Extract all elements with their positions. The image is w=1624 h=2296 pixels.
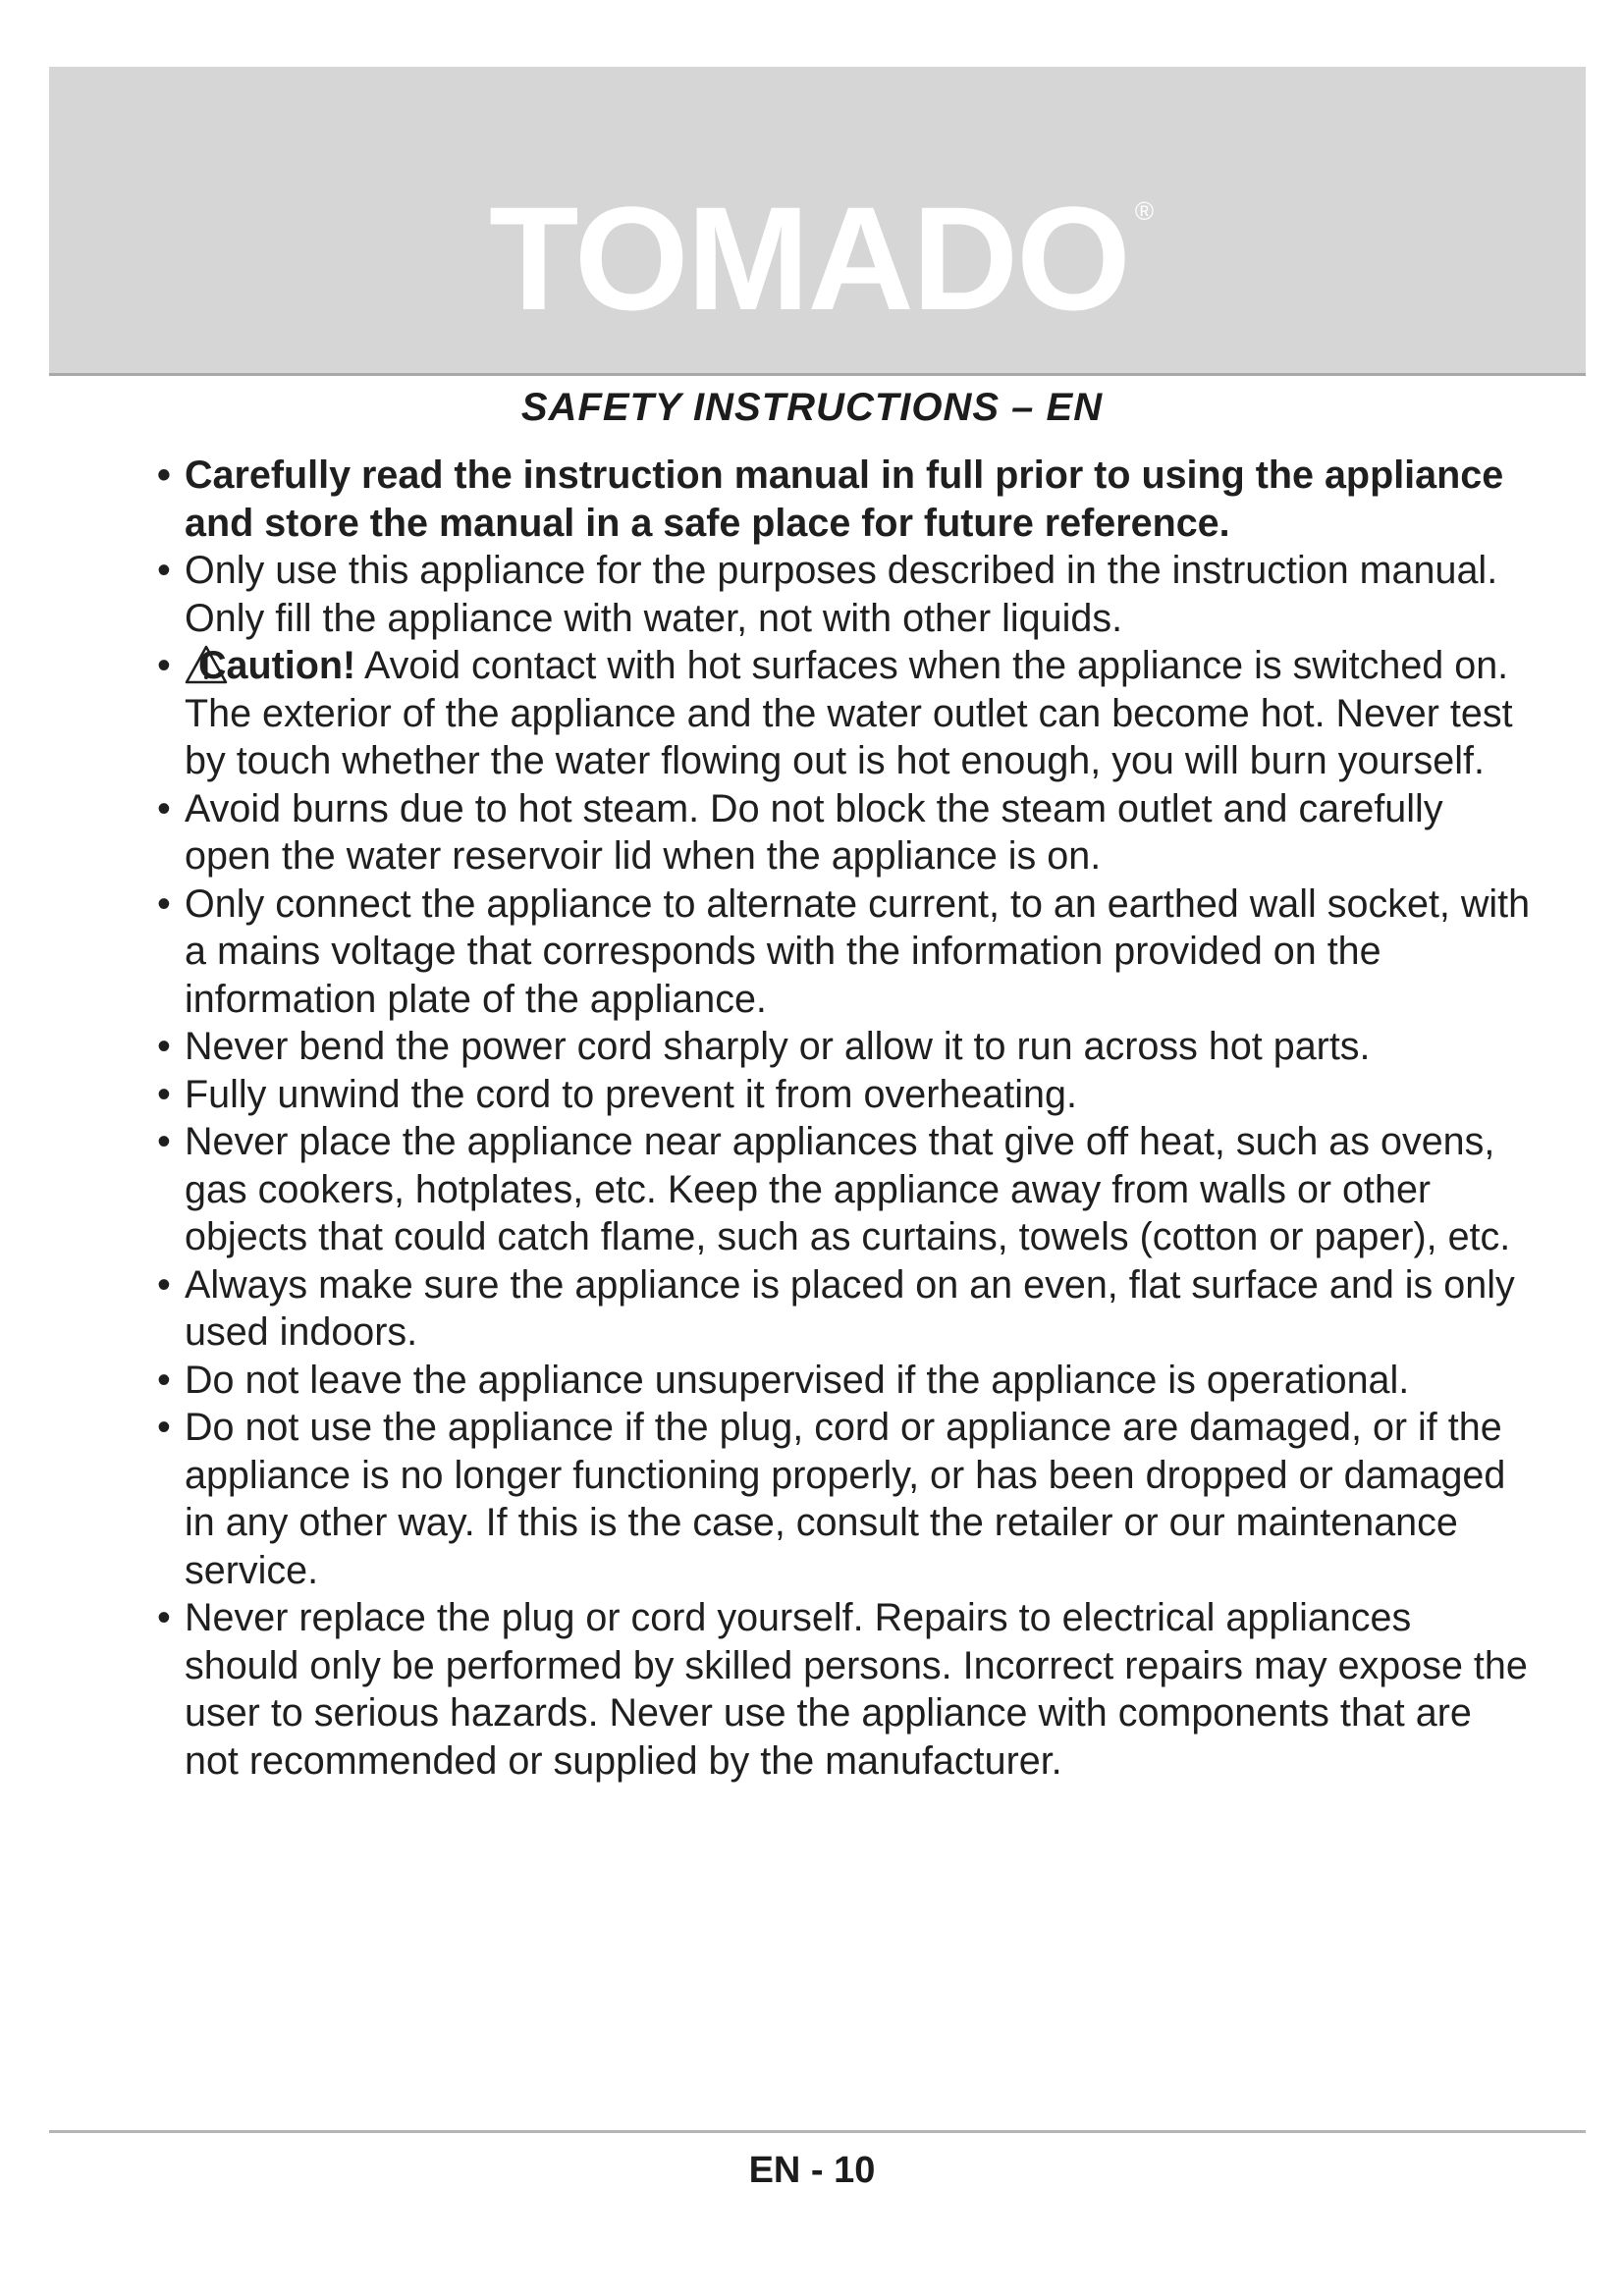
bullet: •: [157, 1025, 171, 1068]
caution-label: Caution!: [198, 644, 356, 687]
item-text: Do not leave the appliance unsupervised if the appliance is operational.: [185, 1358, 1410, 1402]
list-item: [157, 547, 1532, 642]
item-text: Never bend the power cord sharply or allow it to run across hot parts.: [185, 1025, 1371, 1068]
brand-name: TOMADO: [488, 176, 1129, 341]
item-text: Avoid contact with hot surfaces when the appliance is switched on. The exterior of the appliance and the water outlet can become hot. Never test by touch whether the water flowing out is hot enough, you will burn yourself.: [185, 644, 1513, 782]
list-item: [157, 1118, 1532, 1261]
footer-divider: [49, 2130, 1586, 2133]
item-text: Always make sure the appliance is placed on an even, flat surface and is only used indoors.: [185, 1262, 1515, 1354]
bullet: •: [157, 881, 171, 926]
item-text: Never replace the plug or cord yourself. Repairs to electrical appliances should only be performed by skilled persons. Incorrect repairs may expose the user to serious hazards. Never use the appliance with components that are not recommended or supplied by the manufacturer.: [185, 1596, 1528, 1783]
list-item: [157, 881, 1532, 1024]
bullet: •: [157, 454, 171, 497]
list-item: [157, 1357, 1532, 1405]
item-text: Avoid burns due to hot steam. Do not block the steam outlet and carefully open the water reservoir lid when the appliance is on.: [185, 786, 1443, 878]
list-item: [157, 1404, 1532, 1594]
bullet: •: [157, 549, 171, 592]
item-text: Carefully read the instruction manual in full prior to using the appliance and store the manual in a safe place for future reference.: [185, 454, 1504, 545]
bullet: •: [157, 1596, 171, 1639]
bullet: •: [157, 786, 171, 830]
item-text: Fully unwind the cord to prevent it from overheating.: [185, 1072, 1077, 1116]
list-item: [157, 1594, 1532, 1785]
bullet: •: [157, 644, 171, 687]
item-text: Never place the appliance near appliances that give off heat, such as ovens, gas cookers, hotplates, etc. Keep the appliance away from walls or other objects that could catch flame, such as curtains, towels (cotton or paper), etc.: [185, 1120, 1511, 1258]
page-number: EN - 10: [748, 2150, 876, 2191]
registered-mark: ®: [1134, 196, 1153, 226]
item-text: Only use this appliance for the purposes described in the instruction manual. Only fill the appliance with water, not with other liquids.: [185, 549, 1498, 640]
bullet: •: [157, 1072, 171, 1116]
list-item: [157, 1023, 1532, 1071]
list-item: [157, 1261, 1532, 1357]
safety-instructions-list: [157, 452, 1532, 1785]
bullet: •: [157, 1406, 171, 1449]
list-item: [157, 452, 1532, 547]
list-item: [157, 785, 1532, 881]
bullet: •: [157, 1358, 171, 1402]
bullet: •: [157, 1262, 171, 1307]
item-text: Only connect the appliance to alternate current, to an earthed wall socket, with a mains voltage that corresponds with the information provided on the information plate of the appliance.: [185, 881, 1531, 1021]
bullet: •: [157, 1120, 171, 1163]
brand-logo: [49, 176, 1586, 341]
list-item: [157, 1071, 1532, 1119]
item-text: Do not use the appliance if the plug, cord or appliance are damaged, or if the appliance is no longer functioning properly, or has been dropped or damaged in any other way. If this is the case, consult the retailer or our maintenance service.: [185, 1406, 1506, 1592]
list-item-caution: [157, 642, 1532, 785]
section-title: SAFETY INSTRUCTIONS – EN: [520, 386, 1104, 429]
header-band: [49, 67, 1586, 376]
